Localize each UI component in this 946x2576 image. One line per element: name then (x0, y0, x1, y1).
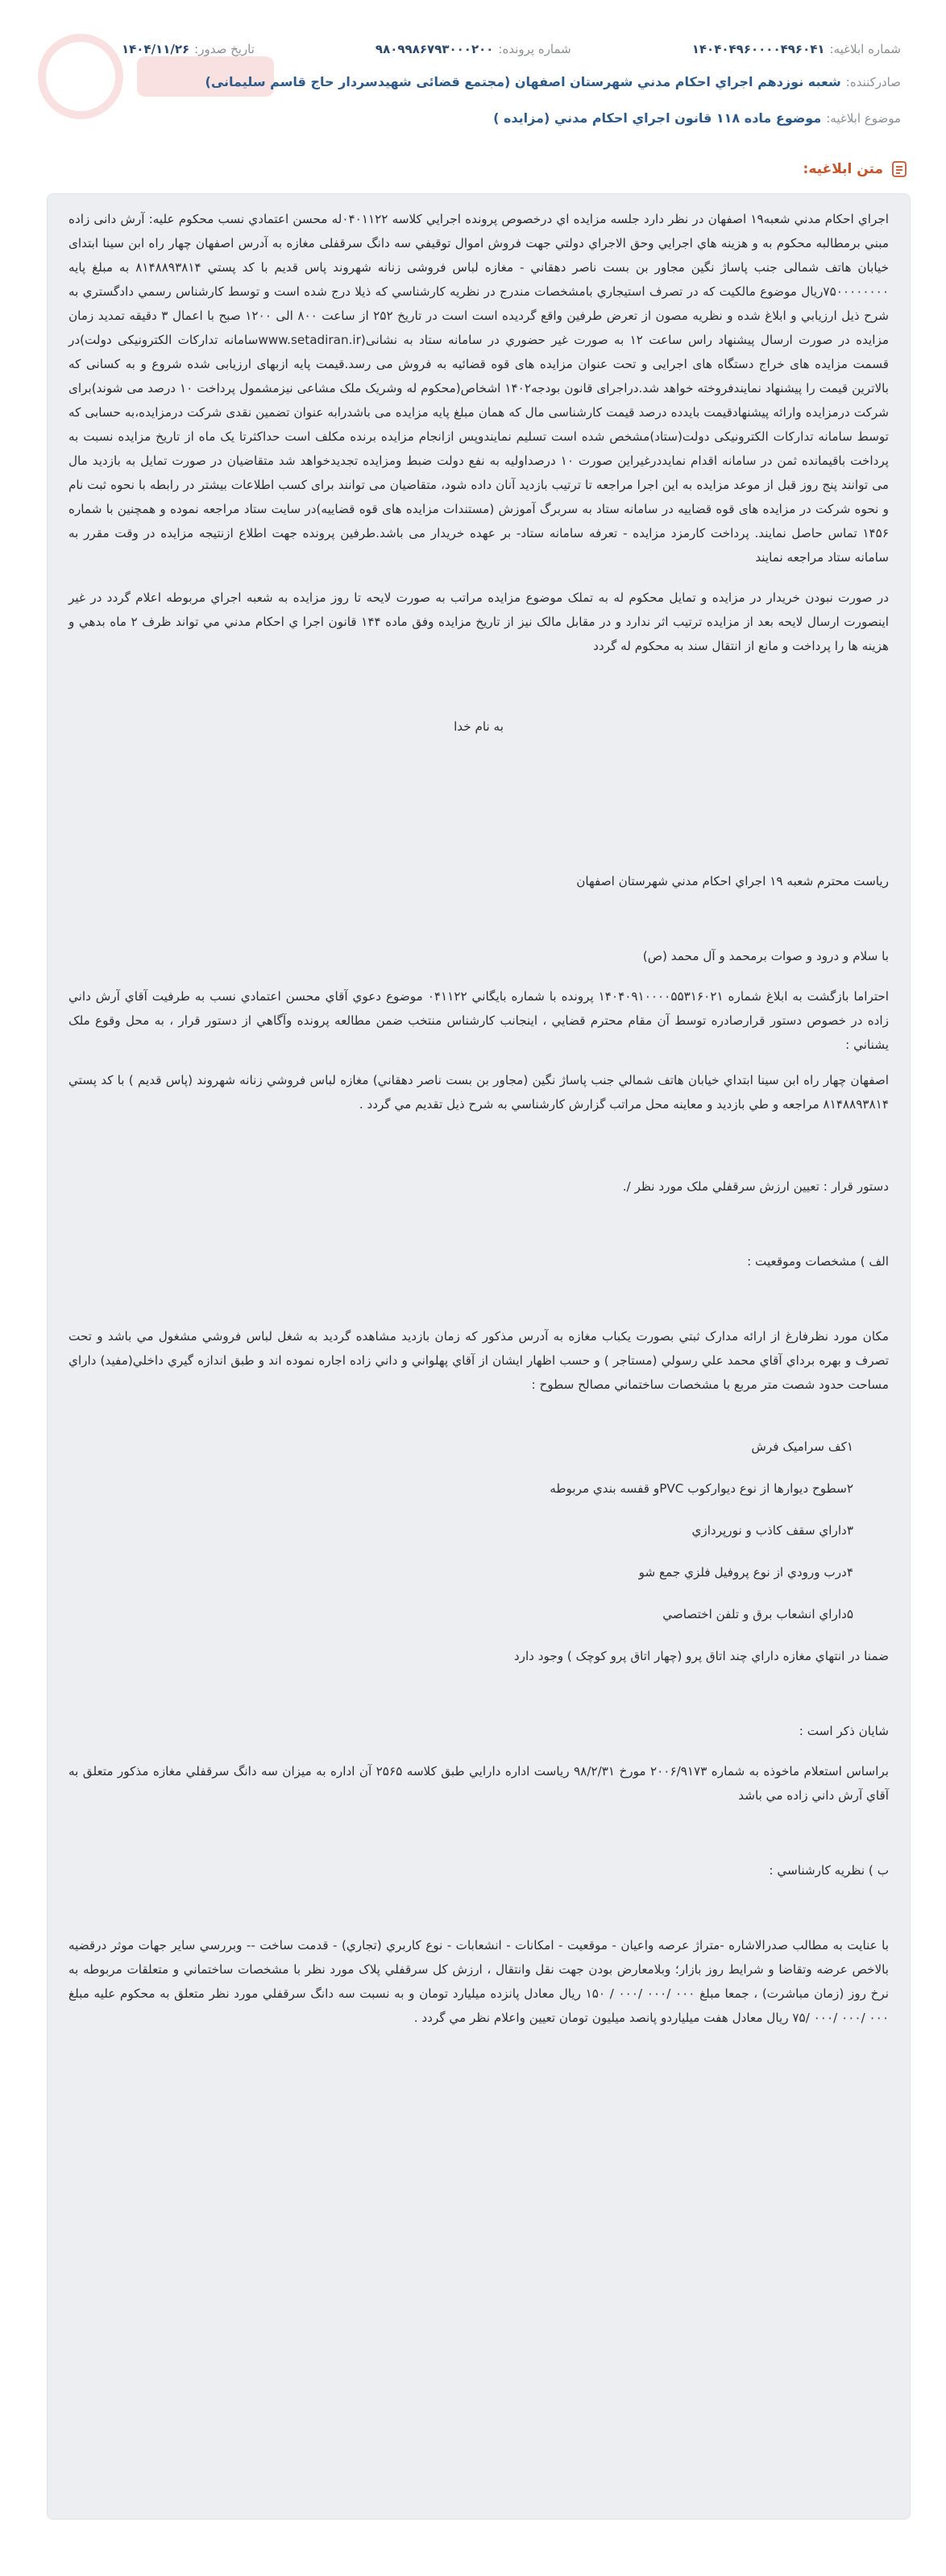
paragraph-property-specs: مکان مورد نظرفارغ از ارائه مدارک ثبتي بصورت يکباب مغازه به آدرس مذکور که زمان بازديد مشاهده گرديد به شغل لباس فروشي مشغول مي باشد و تحت تصرف و بهره برداي آقاي محمد علي رسولي (مستاجر ) و حسب اظهار ايشان از آقاي پهلواني و داني زاده اجاره نموده اند و طبق اندازه گيري داخلي(مفيد) داراي مساحت حدود شصت متر مربع با مشخصات ساختماني مصالح سطوح : (68, 1329, 889, 1392)
case-number (375, 42, 571, 56)
notice-number-label: شماره ابلاغیه: (829, 42, 901, 56)
issue-date (122, 42, 255, 56)
paragraph-auction-details: اجراي احکام مدني شعبه۱۹ اصفهان در نظر دارد جلسه مزايده اي درخصوص پرونده اجرايي کلاسه ۰۴۰۱۱۲۲له محسن اعتمادي نسب محکوم عليه: آرش دانی زاده مبني برمطالبه محکوم به و هزينه هاي اجرايي وحق الاجراي دولتي جهت فروش اموال توقيفي سه دانگ سرقفلی مغازه به آدرس اصفهان چهار راه ابن سينا ابتدای خيابان هاتف شمالی جنب پاساژ نگين مجاور بن بست ناصر دهقاني - مغازه لباس فروشی زنانه شهروند پاس قديم با کد پستي ۸۱۴۸۸۹۳۸۱۴ به مبلغ پايه ۷۵۰۰۰۰۰۰۰۰ريال موضوع مالکيت که در تصرف استيجاري بامشخصات مندرج در نظريه کارشناسي که ذيلا درج شده است و توسط کارشناس رسمي دادگستري به شرح ذيل ارزيابي و ابلاغ شده و نظريه مصون از تعرض طرفين واقع گرديده است است در تاريخ ۲۵۲ از ساعت ۸۰۰ الی ۱۲۰۰ صبح با اعمال ۳ دقيقه تمديد زمان مزايده در صورت ارسال پيشنهاد راس ساعت ۱۲ به صورت غير حضوري در سامانه ستاد به نشانی(www.setadiran.irسامانه تدارکات الکترونيکی دولت)در قسمت مزايده های خراج دستگاه های اجرايی و تحت عنوان مزايده های قوه قضائيه به فروش می رسد.قيمت پايه ازبهای ارزيابی شده شروع و به کسانی که بالاترين قيمت را پيشنهاد نمايندفروخته خواهد شد.دراجرای قانون بودجه۱۴۰۲ اشخاص(محکوم له وشريک ملک مشاعی نيزمشمول پرداخت ۱۰ درصد می شوند)برای شرکت درمزايده وارائه پيشنهادقيمت بايدده درصد قيمت کارشناسی مال که همان مبلغ پايه مزايده می باشدرابه عنوان تضمين نقدی شرکت درمزايده،به حسابی که توسط سامانه تدارکات الکترونيکی دولت(ستاد)مشخص شده است تسليم نمايندوپس ازانجام مزايده برنده مکلف است حداکثرتا يک ماه از تاريخ مزايده نسبت به پرداخت باقيمانده ثمن در سامانه اقدام نمايددرغيراين صورت ۱۰ درصداوليه به نفع دولت ضبط ومزايده تجديدخواهد شد متقاضيان در صورت تمايل به بازديد مال می توانند پنج روز قبل از موعد مزايده به اين اجرا مراجعه تا ترتيب بازديد آنان داده شود، متقاضيان می توانند برای کسب اطلاعات بيشتر در رابطه با نحوه ثبت نام و نحوه شرکت در مزايده های قوه قضاييه در سامانه ستاد به سربرگ آموزش (مستندات مزايده های قوه قضاييه)در سايت ستاد مراجعه نموده و همچنين با شماره ۱۴۵۶ تماس حاصل نمايند. پرداخت کارمزد مزايده - تعرفه سامانه ستاد- بر عهده خريدار می باشد.طرفين پرونده جهت اطلاع ازنتيجه مزايده در وقت مقرر به سامانه ستاد مراجعه نمايند (68, 212, 890, 565)
court-order-line: دستور قرار : تعيين ارزش سرقفلي ملک مورد نظر /. (622, 1179, 889, 1194)
feature-item: ۴درب ورودي از نوع پروفيل فلزي جمع شو (638, 1565, 853, 1580)
document-icon (890, 159, 909, 179)
issue-date-label: تاریخ صدور: (194, 42, 255, 56)
paragraph-address: اصفهان چهار راه ابن سينا ابتداي خيابان هاتف شمالي جنب پاساژ نگين (مجاور بن بست ناصر دهقاني) مغازه لباس فروشي زنانه شهروند (پاس قديم ) با کد پستي ۸۱۴۸۸۹۳۸۱۴ مراجعه و طي بازديد و معاينه محل مراتب گزارش کارشناسي به شرح ذيل تقديم مي گردد . (68, 1073, 889, 1112)
paragraph-ownership: براساس استعلام ماخوذه به شماره ۲۰۰۶/۹۱۷۳ مورخ ۹۸/۲/۳۱ رياست اداره دارايي طبق کلاسه ۲۵۶۵ آن اداره به ميزان سه دانگ سرقفلي مغازه مذکور متعلق به آقاي آرش داني زاده مي باشد (68, 1764, 889, 1803)
paragraph-creditor-option: در صورت نبودن خريدار در مزايده و تمايل محکوم له به تملک موضوع مزايده مراتب به صورت لايحه تا روز مزايده به شعبه اجراي مربوطه اعلام گردد در غير اينصورت ارسال لايحه بعد از مزايده ترتيب اثر ندارد و در مقابل مالک نيز از تاريخ مزايده وفق ماده ۱۴۴ قانون اجرا ي احکام مدني مي تواند ظرف ۲ ماه بدهي و هزينه ها را پرداخت و مانع از انتقال سند به محکوم له گردد (68, 590, 889, 653)
subject-row (45, 110, 901, 126)
paragraph-referral: احتراما بازگشت به ابلاغ شماره ۱۴۰۴۰۹۱۰۰۰۰۵۵۳۱۶۰۲۱ پرونده با شماره بايگاني ۰۴۱۱۲۲ موضوع دعوي آقاي محسن اعتمادي نسب به طرفيت آقاي آرش داني زاده در خصوص دستور قرارصادره توسط آن مقام محترم قضايي ، اينجانب کارشناس منتخب ضمن مطالعه پرونده وآگاهي از دستور قرار ، به محل وقوع ملک يشناني : (68, 989, 890, 1052)
header-row-numbers (45, 42, 901, 56)
notice-number (692, 42, 901, 56)
case-number-label: شماره پرونده: (498, 42, 571, 56)
section-b-heading: ب ) نظريه کارشناسي : (769, 1863, 889, 1878)
notice-title-text: متن ابلاغیه: (803, 161, 883, 177)
note-heading: شايان ذکر است : (799, 1724, 889, 1738)
addressee-line: رياست محترم شعبه ۱۹ اجراي احکام مدني شهرستان اصفهان (576, 874, 889, 888)
issuer-label: صادرکننده: (845, 74, 901, 89)
subject-value: موضوع ماده ۱۱۸ قانون اجراي احکام مدني (مزايده ) (493, 110, 822, 126)
subject-label: موضوع ابلاغیه: (826, 110, 901, 126)
salutation-line: با سلام و درود و صوات برمحمد و آل محمد (ص) (642, 949, 889, 963)
case-number-value: ۹۸۰۹۹۸۶۷۹۳۰۰۰۲۰۰ (375, 42, 494, 56)
notice-body (47, 193, 911, 2520)
bismillah-line: به نام خدا (454, 719, 504, 734)
feature-item: ۲سطوح ديوارها از نوع ديوارکوب PVCو قفسه بندي مربوطه (550, 1481, 853, 1496)
issue-date-value: ۱۴۰۴/۱۱/۲۶ (121, 42, 190, 56)
notice-number-value: ۱۴۰۴۰۴۹۶۰۰۰۰۴۹۶۰۴۱ (691, 42, 825, 56)
feature-item: ۳داراي سقف کاذب و نورپردازي (691, 1523, 853, 1538)
section-a-heading: الف ) مشخصات وموقعيت : (747, 1254, 889, 1269)
notice-title (803, 159, 909, 179)
feature-item: ۵داراي انشعاب برق و تلفن اختصاصي (662, 1607, 853, 1621)
paragraph-fitting-rooms: ضمنا در انتهاي مغازه داراي چند اتاق پرو (چهار اتاق پرو کوچک ) وجود دارد (513, 1649, 889, 1663)
issuer-value: شعبه نوزدهم اجراي احکام مدني شهرستان اصفهان (مجتمع قضائی شهيدسردار حاج قاسم سلیمانی) (205, 74, 841, 89)
issuer-row (45, 74, 901, 89)
feature-item: ۱کف سراميک فرش (751, 1439, 853, 1454)
paragraph-expert-opinion: با عنايت به مطالب صدرالاشاره -متراژ عرصه واعيان - موقعيت - امکانات - انشعابات - نوع کاربري (تجاري) - قدمت ساخت -- وبررسي ساير جهات موثر درقضيه بالاخص عرضه وتقاضا و شرايط روز بازار؛ وبلامعارض بودن جهت نقل وانتقال ، ارزش کل سرقفلي پلاک مورد نظر با مشخصات ساختماني و متعلقات مربوطه به نرخ روز (زمان مباشرت) ، جمعا مبلغ ۰۰۰ /۰۰۰ /۰۰۰ / ۱۵۰ ريال معادل پانزده ميليارد تومان و به نسبت سه دانگ سرقفلي مورد نظر متعلق به محکوم عليه مبلغ ۰۰۰ /۰۰۰ /۰۰۰ /۷۵ ريال معادل هفت ميلياردو پانصد ميليون تومان تعيين واعلام نظر مي گردد . (68, 1938, 890, 2025)
